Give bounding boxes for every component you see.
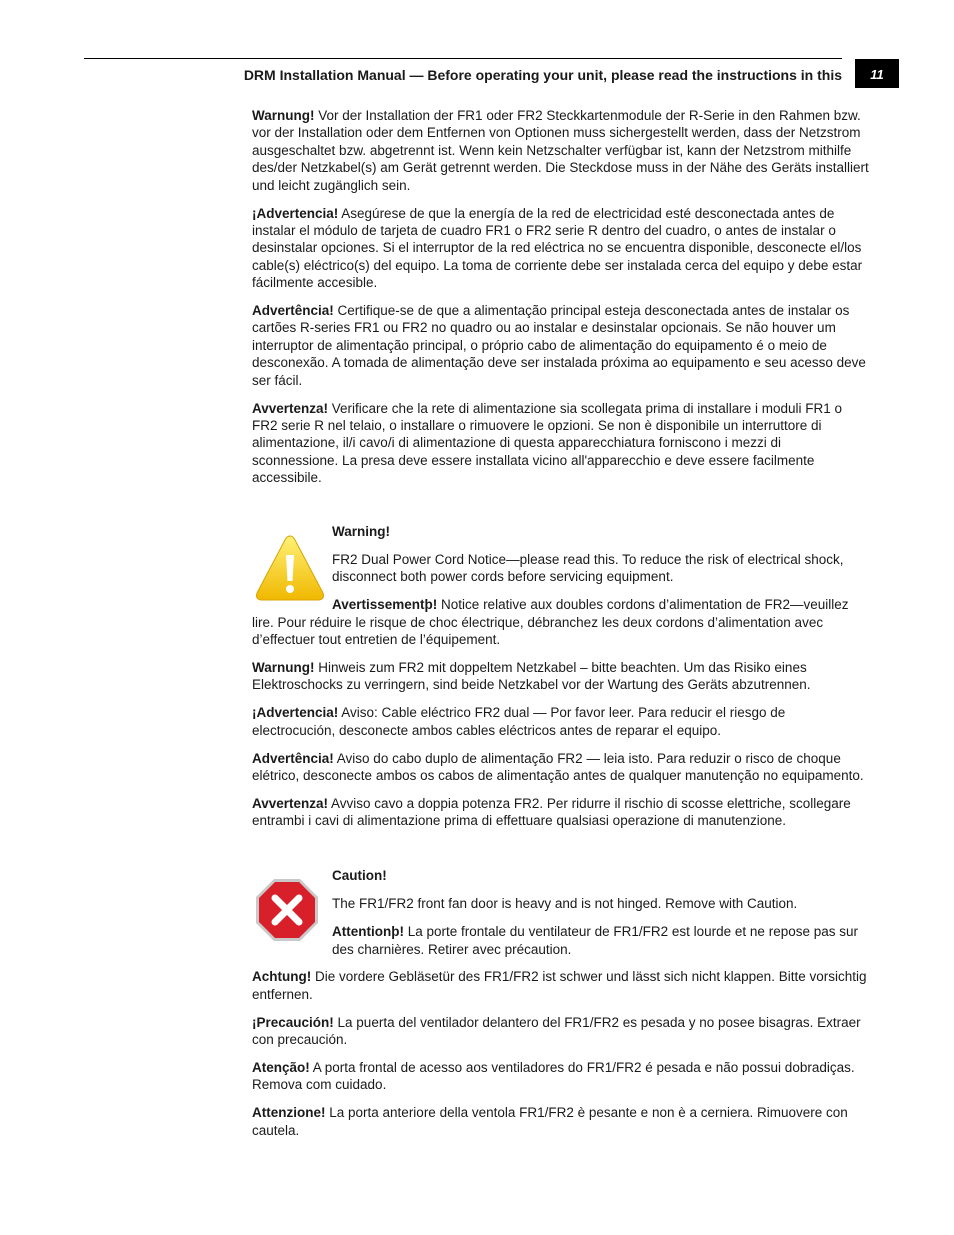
notice-it: Attenzione! La porta anteriore della ventola FR1/FR2 è pesante e non è a cerniera. Rimuovere con cautela.	[252, 1105, 848, 1138]
warning-pt	[252, 302, 870, 389]
notice-fr-text: La porte frontale du ventilateur de FR1/FR2 est lourde et ne repose pas sur des charnières. Retirer avec précaution.	[332, 924, 858, 957]
warning-de	[252, 107, 870, 194]
notice-pt: Advertência! Aviso do cabo duplo de alimentação FR2 — leia isto. Para reduzir o risco de choque elétrico, desconecte ambos os cabos de alimentação antes de qualquer manutenção no equipamento.	[252, 750, 864, 784]
notice-de: Achtung! Die vordere Gebläsetür des FR1/FR2 ist schwer und lässt sich nicht klappen. Bitte vorsichtig entfernen.	[252, 969, 867, 1002]
notice-fr-label: Avertissementþ!	[332, 597, 438, 613]
warning-text: Verificare che la rete di alimentazione sia scollegata prima di installare i moduli FR1 o FR2 serie R nel telaio, o installare o rimuovere le opzioni. Se non è disponibile un interruttore di alimentazione, il/i cavo/i di alimentazione di questa apparecchiatura forniscono i mezzi di sconnessione. La presa deve essere installata vicino all'apparecchio e deve essere facilmente accessibile.	[252, 400, 843, 486]
warning-label: Warnung!	[252, 108, 315, 123]
notice-fr	[252, 596, 870, 648]
warning-label: Advertência!	[252, 303, 334, 319]
notice-text: FR2 Dual Power Cord Notice—please read this. To reduce the risk of electrical shock, disconnect both power cords before servicing equipment.	[332, 552, 844, 585]
page-header-title: DRM Installation Manual — Before operating your unit, please read the instructions in this	[243, 67, 842, 83]
page-number: 11	[855, 59, 899, 88]
warning-label: Avvertenza!	[252, 400, 329, 416]
warning-text: Asegúrese de que la energía de la red de electricidad esté desconectada antes de instalar el módulo de tarjeta de cuadro FR1 o FR2 serie R dentro del cuadro, o antes de instalar o desinstalar opciones. Si el interruptor de la red eléctrica no se encuentra disponible, desconecte el/los cable(s) eléctrico(s) del equipo. La toma de corriente debe ser instalada cerca del equipo y debe estar fácilmente accesible.	[252, 205, 863, 291]
warning-triangle-icon	[254, 533, 326, 603]
dual-power-warning-notice	[252, 523, 870, 830]
notice-text: The FR1/FR2 front fan door is heavy and is not hinged. Remove with Caution.	[332, 896, 798, 912]
notice-es: ¡Advertencia! Aviso: Cable eléctrico FR2 dual — Por favor leer. Para reducir el riesgo de electrocución, desconecte ambos cables eléctricos antes de reparar el equipo.	[252, 705, 786, 738]
notice-fr-text: Notice relative aux doubles cordons d’alimentation de FR2—veuillez lire. Pour réduire le risque de choc électrique, débranchez les deux cordons d’alimentation avec d’effectuer tout entretien de l’équipement.	[252, 597, 849, 648]
notice-de: Warnung! Hinweis zum FR2 mit doppeltem Netzkabel – bitte beachten. Um das Risiko eines Elektroschocks zu verringern, sind beide Netzkabel vor der Wartung des Geräts abzutrennen.	[252, 660, 811, 693]
stop-octagon-icon	[254, 877, 320, 943]
main-content	[252, 107, 870, 1150]
notice-pt: Atenção! A porta frontal de acesso aos ventiladores do FR1/FR2 é pesada e não possui dobradiças. Remova com cuidado.	[252, 1060, 855, 1093]
notice-fr	[332, 923, 870, 958]
notice-fr-label: Attentionþ!	[332, 924, 404, 940]
notice-it: Avvertenza! Avviso cavo a doppia potenza FR2. Per ridurre il rischio di scosse elettriche, scollegare entrambi i cavi di alimentazione prima di effettuare qualsiasi operazione di manutenzione.	[252, 796, 851, 829]
notice-heading: Caution!	[332, 868, 387, 884]
warning-it	[252, 400, 870, 487]
warning-text: Vor der Installation der FR1 oder FR2 Steckkartenmodule der R-Serie in den Rahmen bzw. vor der Installation oder dem Entfernen von Optionen muss sichergestellt werden, dass der Netzstrom ausgeschaltet bzw. abgetrennt ist. Wenn kein Netzschalter verfügbar ist, kann der Netzstrom mithilfe des/der Netzkabel(s) am Gerät getrennt werden. Die Steckdose muss in der Nähe des Geräts installiert und leicht zugänglich sein.	[252, 108, 869, 193]
warning-text: Certifique-se de que a alimentação principal esteja desconectada antes de instalar os cartões R-series FR1 ou FR2 no quadro ou ao instalar e desinstalar opcionais. Se não houver um interruptor de alimentação principal, o próprio cabo de alimentação do equipamento é o meio de desconexão. A tomada de alimentação deve ser instalada próxima ao equipamento e seu acesso deve ser fácil.	[252, 303, 866, 388]
warning-label: ¡Advertencia!	[252, 205, 339, 221]
notice-heading: Warning!	[332, 524, 390, 540]
fan-door-caution-notice	[252, 867, 870, 1139]
notice-es: ¡Precaución! La puerta del ventilador delantero del FR1/FR2 es pesada y no posee bisagras. Extraer con precaución.	[252, 1014, 861, 1048]
warning-es	[252, 205, 870, 292]
header-rule	[84, 58, 842, 59]
